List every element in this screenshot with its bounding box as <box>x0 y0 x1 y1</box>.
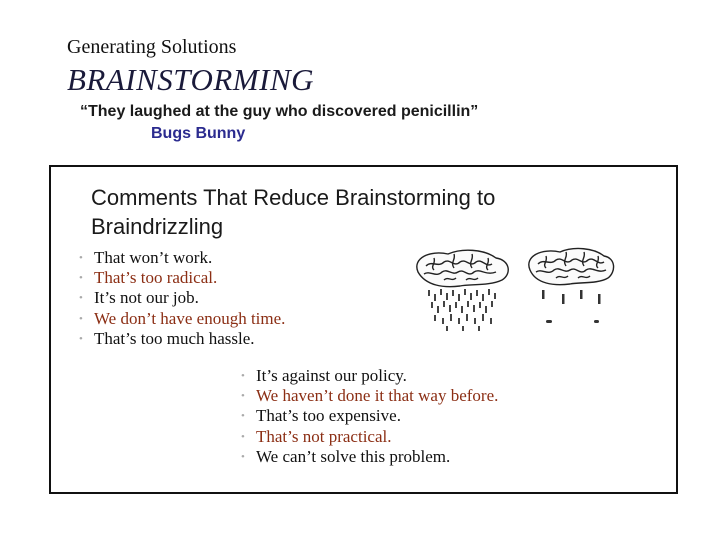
comment-text: That’s too much hassle. <box>94 328 255 348</box>
bullet-icon: • <box>79 332 83 345</box>
comment-text: We don’t have enough time. <box>94 308 286 328</box>
bullet-icon: • <box>79 292 83 305</box>
comment-item <box>241 406 498 426</box>
comment-item <box>79 288 285 308</box>
bullet-icon: • <box>241 390 245 403</box>
bullet-icon: • <box>79 312 83 325</box>
brain-drizzling-cloud-icon <box>520 246 618 334</box>
bullet-icon: • <box>241 450 245 463</box>
comment-list-left <box>79 248 286 349</box>
comment-item <box>241 446 498 467</box>
comment-text: That’s not practical. <box>256 426 392 446</box>
bullet-icon: • <box>241 430 245 443</box>
comment-item <box>241 426 498 447</box>
comment-list-right <box>241 366 499 467</box>
comment-item <box>241 386 499 406</box>
comment-text: It’s not our job. <box>94 288 199 308</box>
bullet-icon: • <box>79 252 83 264</box>
quote-author: Bugs Bunny <box>151 125 246 142</box>
comment-item <box>79 328 285 349</box>
comment-text: That’s too expensive. <box>256 406 401 426</box>
bullet-icon: • <box>79 272 83 285</box>
comment-text: It’s against our policy. <box>256 366 407 385</box>
comment-item <box>79 248 285 268</box>
box-heading: Comments That Reduce Brainstorming to Braindrizzling <box>91 185 496 239</box>
page-title: BRAINSTORMING <box>67 62 315 97</box>
comment-item <box>79 308 286 329</box>
comment-item <box>241 366 498 386</box>
comment-text: We haven’t done it that way before. <box>256 386 499 406</box>
comment-item <box>79 268 285 288</box>
page-subtitle: Generating Solutions <box>67 36 237 58</box>
comment-text: We can’t solve this problem. <box>256 446 451 466</box>
comment-text: That’s too radical. <box>94 268 218 288</box>
bullet-icon: • <box>241 410 245 423</box>
comment-text: That won’t work. <box>94 248 213 267</box>
brain-raining-cloud-icon <box>404 246 519 334</box>
quote-text: “They laughed at the guy who discovered penicillin” <box>80 103 479 120</box>
bullet-icon: • <box>241 370 245 382</box>
